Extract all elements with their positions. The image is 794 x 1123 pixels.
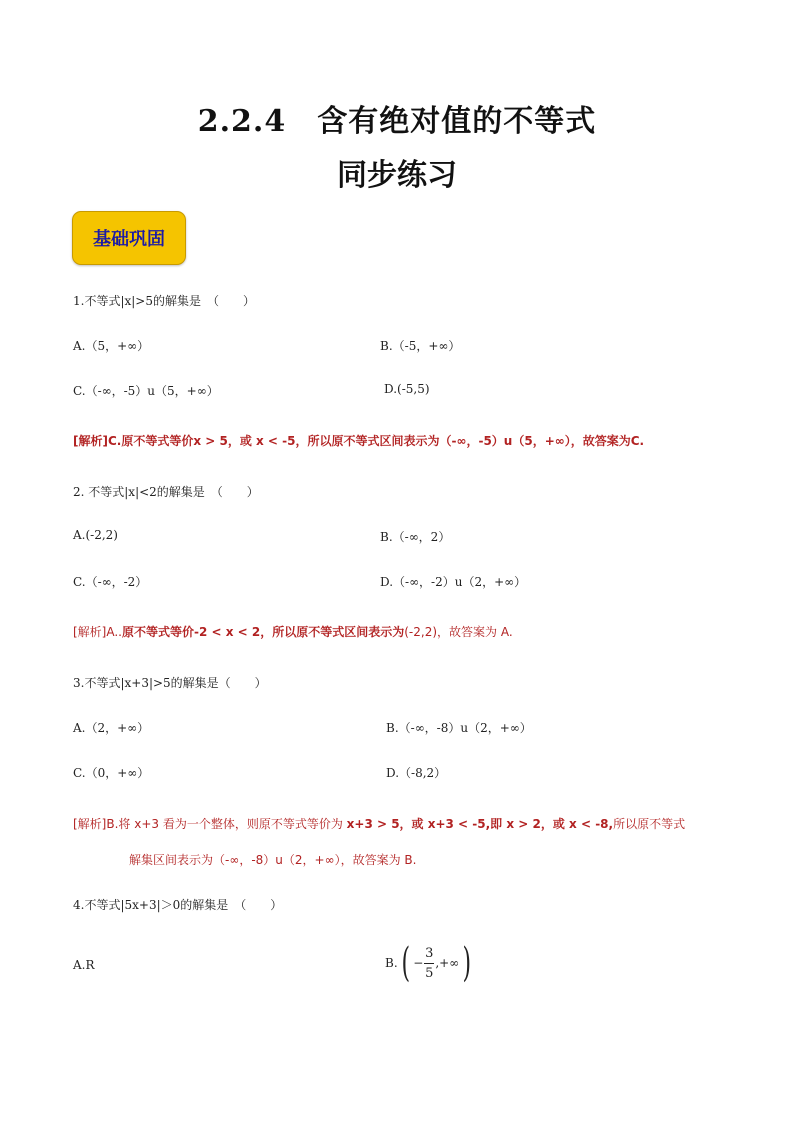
- minus-sign: −: [413, 956, 424, 970]
- question-3-answer-bold: x+3 > 5，或 x+3 < -5,即 x > 2，或 x < -8,: [346, 817, 614, 831]
- question-3-option-a: A.（2，+∞）: [73, 721, 150, 735]
- question-3-answer-suffix: 所以原不等式: [613, 817, 686, 831]
- question-3-answer-line-2: 解集区间表示为（-∞，-8）u（2，+∞），故答案为 B.: [129, 853, 417, 867]
- question-3-answer-prefix: [解析]B.将 x+3 看为一个整体，则原不等式等价为: [73, 817, 347, 831]
- section-badge: [72, 211, 186, 265]
- question-2-answer: [73, 623, 513, 640]
- question-3-option-d: D.（-8,2）: [386, 766, 447, 780]
- right-paren-icon: ): [462, 940, 472, 986]
- fraction-denominator: 5: [425, 965, 434, 981]
- question-2-answer-bold: 原不等式等价-2 < x < 2，所以原不等式区间表示为: [122, 625, 405, 639]
- question-1-option-b: B.（-5，+∞）: [380, 339, 461, 353]
- left-paren-icon: (: [401, 940, 410, 986]
- question-2-option-d: D.（-∞，-2）u（2，+∞）: [380, 575, 527, 589]
- question-3-stem: 3.不等式|x+3|>5的解集是（ ）: [73, 676, 267, 690]
- question-1-option-d: D.(-5,5): [384, 382, 430, 396]
- question-1-answer: [解析]C.原不等式等价x > 5，或 x < -5，所以原不等式区间表示为（-∞，-5）u（5，+∞），故答案为C.: [73, 434, 645, 448]
- question-3-answer-line-1: [73, 815, 685, 832]
- question-4-stem: 4.不等式|5x+3|＞0的解集是 （ ）: [73, 898, 283, 912]
- question-4-option-a: A.R: [73, 958, 95, 972]
- interval-tail: ,+∞: [435, 956, 460, 970]
- page-subtitle: 同步练习: [337, 158, 457, 193]
- fraction-numerator: 3: [425, 945, 434, 961]
- question-2-option-c: C.（-∞，-2）: [73, 575, 148, 589]
- fraction: [424, 946, 434, 981]
- question-1-option-c: C.（-∞，-5）u（5，+∞）: [73, 384, 219, 398]
- question-2-stem: 2. 不等式|x|<2的解集是 （ ）: [73, 485, 259, 499]
- question-2-option-a: A.(-2,2): [73, 528, 118, 542]
- question-1-option-a: A.（5，+∞）: [73, 339, 150, 353]
- question-3-option-c: C.（0，+∞）: [73, 766, 150, 780]
- page-title: 2.2.4 含有绝对值的不等式: [197, 104, 597, 139]
- section-badge-label: 基础巩固: [93, 229, 165, 250]
- question-4-option-b: [385, 940, 475, 986]
- question-1-stem: 1.不等式|x|>5的解集是 （ ）: [73, 294, 255, 308]
- question-4-option-b-label: B.: [385, 956, 398, 970]
- question-3-option-b: B.（-∞，-8）u（2，+∞）: [386, 721, 532, 735]
- question-2-answer-suffix: (-2,2)，故答案为 A.: [404, 625, 513, 639]
- question-2-answer-prefix: [解析]A..: [73, 625, 122, 639]
- fraction-bar: [424, 963, 434, 964]
- question-2-option-b: B.（-∞，2）: [380, 530, 451, 544]
